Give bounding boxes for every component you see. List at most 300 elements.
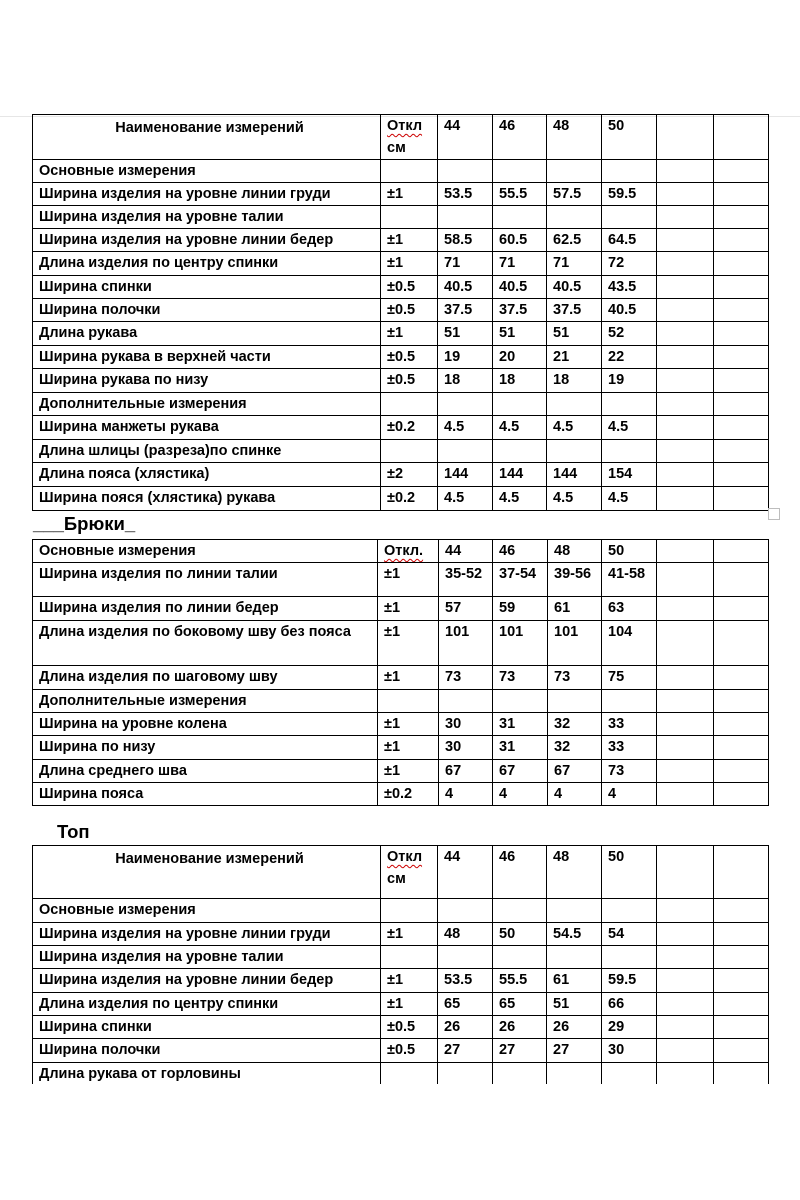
measurement-name-cell: Длина рукава от горловины <box>33 1063 381 1086</box>
empty-cell <box>714 969 769 993</box>
empty-cell <box>714 993 769 1016</box>
size-48-value <box>547 393 602 416</box>
measurement-name-cell: Ширина спинки <box>33 1016 381 1039</box>
unit-label: см <box>387 871 406 887</box>
measurement-name-cell: Ширина пояса <box>33 783 378 806</box>
size-48-value <box>547 1063 602 1086</box>
empty-cell <box>657 206 714 229</box>
measurement-name-cell: Ширина по низу <box>33 736 378 760</box>
size-50-value: 43.5 <box>602 276 657 299</box>
empty-cell <box>657 322 714 346</box>
measurement-name-cell: Ширина рукава по низу <box>33 369 381 393</box>
top-section-title: Топ <box>57 821 90 842</box>
size-50-value: 64.5 <box>602 229 657 252</box>
empty-cell <box>714 183 769 206</box>
empty-cell <box>714 621 769 666</box>
table-row <box>33 393 769 416</box>
empty-cell <box>714 540 769 563</box>
table-row <box>33 487 769 511</box>
measurement-name-cell: Ширина изделия на уровне линии груди <box>33 183 381 206</box>
size-50-header: 50 <box>602 846 657 899</box>
tolerance-cell: ±1 <box>381 322 438 346</box>
size-48-value: 61 <box>547 969 602 993</box>
size-46-value: 18 <box>493 369 547 393</box>
size-48-value: 51 <box>547 993 602 1016</box>
size-48-value: 21 <box>547 346 602 369</box>
table-row <box>33 899 769 923</box>
empty-cell <box>657 713 714 736</box>
size-50-value <box>602 690 657 713</box>
measurement-name-cell: Ширина изделия на уровне линии груди <box>33 923 381 946</box>
measurement-name-cell: Ширина изделия на уровне линии бедер <box>33 229 381 252</box>
tolerance-cell: ±1 <box>378 713 439 736</box>
empty-cell <box>714 252 769 276</box>
size-50-value: 30 <box>602 1039 657 1063</box>
size-44-value: 4.5 <box>438 487 493 511</box>
size-46-value <box>493 946 547 969</box>
size-44-value: 67 <box>439 760 493 783</box>
table-move-handle-icon <box>768 508 780 520</box>
measurement-name-cell: Длина изделия по центру спинки <box>33 993 381 1016</box>
empty-cell <box>714 440 769 463</box>
empty-cell <box>657 463 714 487</box>
tolerance-cell <box>378 690 439 713</box>
size-50-value: 4.5 <box>602 487 657 511</box>
empty-cell <box>714 846 769 899</box>
tolerance-cell: ±1 <box>378 666 439 690</box>
empty-cell <box>657 597 714 621</box>
size-44-value: 4 <box>439 783 493 806</box>
size-48-value: 73 <box>548 666 602 690</box>
size-44-value: 35-52 <box>439 563 493 597</box>
measurement-name-cell: Длина среднего шва <box>33 760 378 783</box>
tolerance-cell: ±0.2 <box>381 487 438 511</box>
empty-cell <box>714 276 769 299</box>
pants-section-title: ___Брюки_ <box>33 513 136 534</box>
table-row <box>33 229 769 252</box>
empty-cell <box>657 229 714 252</box>
size-46-value <box>493 1063 547 1086</box>
empty-cell <box>657 993 714 1016</box>
table-row <box>33 597 769 621</box>
size-46-value <box>493 899 547 923</box>
table-row <box>33 563 769 597</box>
empty-cell <box>714 690 769 713</box>
measurement-name-cell: Ширина спинки <box>33 276 381 299</box>
table-header-row <box>33 846 769 899</box>
empty-cell <box>657 487 714 511</box>
header-name-cell: Наименование измерений <box>33 115 381 160</box>
measurement-name-cell: Ширина на уровне колена <box>33 713 378 736</box>
size-44-value <box>438 946 493 969</box>
measurement-name-cell: Ширина полочки <box>33 299 381 322</box>
size-48-value <box>547 440 602 463</box>
size-50-value: 66 <box>602 993 657 1016</box>
size-46-value: 73 <box>493 666 548 690</box>
size-48-value <box>547 946 602 969</box>
tolerance-cell <box>381 393 438 416</box>
page-bottom-margin <box>0 1084 800 1200</box>
table-header-row <box>33 540 769 563</box>
size-46-value: 144 <box>493 463 547 487</box>
table-row <box>33 299 769 322</box>
size-48-value: 4.5 <box>547 487 602 511</box>
table-row <box>33 252 769 276</box>
measurement-name-cell: Длина изделия по центру спинки <box>33 252 381 276</box>
empty-cell <box>714 160 769 183</box>
tolerance-cell: ±1 <box>381 252 438 276</box>
empty-cell <box>657 946 714 969</box>
size-44-value <box>439 690 493 713</box>
size-48-value: 67 <box>548 760 602 783</box>
table-row <box>33 736 769 760</box>
size-44-value: 19 <box>438 346 493 369</box>
size-48-value: 54.5 <box>547 923 602 946</box>
empty-cell <box>657 563 714 597</box>
empty-cell <box>714 563 769 597</box>
size-44-value <box>438 393 493 416</box>
size-46-value: 55.5 <box>493 969 547 993</box>
size-44-header: 44 <box>439 540 493 563</box>
size-50-value: 40.5 <box>602 299 657 322</box>
empty-cell <box>714 229 769 252</box>
empty-cell <box>714 299 769 322</box>
empty-cell <box>714 1063 769 1086</box>
measurement-name-cell: Ширина полочки <box>33 1039 381 1063</box>
empty-cell <box>657 923 714 946</box>
table-row <box>33 1039 769 1063</box>
size-50-value <box>602 1063 657 1086</box>
empty-cell <box>657 369 714 393</box>
empty-cell <box>714 923 769 946</box>
tolerance-label: Откл <box>387 849 423 865</box>
size-44-value: 4.5 <box>438 416 493 440</box>
size-46-value: 51 <box>493 322 547 346</box>
empty-cell <box>714 463 769 487</box>
measurement-name-cell: Длина рукава <box>33 322 381 346</box>
empty-cell <box>657 690 714 713</box>
size-44-value <box>438 1063 493 1086</box>
size-46-value: 71 <box>493 252 547 276</box>
empty-cell <box>657 346 714 369</box>
tolerance-cell: ±1 <box>381 229 438 252</box>
size-48-value: 4.5 <box>547 416 602 440</box>
measurement-name-cell: Ширина рукава в верхней части <box>33 346 381 369</box>
size-44-value <box>438 160 493 183</box>
measurement-name-cell: Основные измерения <box>33 899 381 923</box>
tolerance-cell <box>381 440 438 463</box>
header-name-cell: Наименование измерений <box>33 846 381 899</box>
size-48-value: 101 <box>548 621 602 666</box>
measurement-name-cell: Длина пояса (хлястика) <box>33 463 381 487</box>
table-row <box>33 760 769 783</box>
table-row <box>33 946 769 969</box>
size-50-value: 73 <box>602 760 657 783</box>
table-row <box>33 322 769 346</box>
header-tolerance-cell <box>381 115 438 160</box>
measurement-name-cell: Ширина изделия на уровне линии бедер <box>33 969 381 993</box>
size-50-value: 104 <box>602 621 657 666</box>
size-46-value: 37.5 <box>493 299 547 322</box>
tolerance-cell <box>381 1063 438 1086</box>
size-50-value <box>602 393 657 416</box>
size-44-header: 44 <box>438 846 493 899</box>
empty-cell <box>657 276 714 299</box>
empty-cell <box>714 783 769 806</box>
size-46-value: 26 <box>493 1016 547 1039</box>
size-46-value: 40.5 <box>493 276 547 299</box>
size-50-value: 33 <box>602 736 657 760</box>
size-44-value: 53.5 <box>438 183 493 206</box>
table-row <box>33 621 769 666</box>
size-44-value: 48 <box>438 923 493 946</box>
measurement-name-cell: Дополнительные измерения <box>33 690 378 713</box>
empty-cell <box>657 969 714 993</box>
table-row <box>33 783 769 806</box>
size-50-value: 72 <box>602 252 657 276</box>
measurement-name-cell: Длина изделия по шаговому шву <box>33 666 378 690</box>
size-44-value: 53.5 <box>438 969 493 993</box>
empty-cell <box>657 1063 714 1086</box>
size-46-header: 46 <box>493 115 547 160</box>
measurement-name-cell: Ширина изделия на уровне талии <box>33 206 381 229</box>
size-44-value <box>438 899 493 923</box>
empty-cell <box>714 1016 769 1039</box>
size-48-value: 4 <box>548 783 602 806</box>
empty-cell <box>714 666 769 690</box>
empty-cell <box>657 252 714 276</box>
size-46-value <box>493 160 547 183</box>
tolerance-cell: ±1 <box>381 993 438 1016</box>
size-48-value: 57.5 <box>547 183 602 206</box>
table-row <box>33 1016 769 1039</box>
measurement-name-cell: Ширина изделия по линии талии <box>33 563 378 597</box>
tolerance-cell: ±0.5 <box>381 1039 438 1063</box>
size-48-value <box>548 690 602 713</box>
empty-cell <box>657 621 714 666</box>
measurement-name-cell: Ширина пояся (хлястика) рукава <box>33 487 381 511</box>
size-50-header: 50 <box>602 115 657 160</box>
size-46-value: 60.5 <box>493 229 547 252</box>
unit-label: см <box>387 140 406 156</box>
size-44-value <box>438 206 493 229</box>
size-46-value: 67 <box>493 760 548 783</box>
size-46-value: 31 <box>493 736 548 760</box>
empty-cell <box>714 369 769 393</box>
size-44-value: 57 <box>439 597 493 621</box>
size-46-value <box>493 393 547 416</box>
empty-cell <box>657 160 714 183</box>
size-48-value: 37.5 <box>547 299 602 322</box>
size-44-value: 101 <box>439 621 493 666</box>
size-48-value: 144 <box>547 463 602 487</box>
size-46-value: 101 <box>493 621 548 666</box>
measurement-name-cell: Длина шлицы (разреза)по спинке <box>33 440 381 463</box>
tolerance-cell: ±0.5 <box>381 369 438 393</box>
size-48-value <box>547 206 602 229</box>
table-row <box>33 969 769 993</box>
size-48-value: 71 <box>547 252 602 276</box>
size-50-value <box>602 440 657 463</box>
table-row <box>33 463 769 487</box>
tolerance-cell: ±1 <box>378 563 439 597</box>
tolerance-cell <box>381 946 438 969</box>
table-row <box>33 690 769 713</box>
size-46-value: 37-54 <box>493 563 548 597</box>
table-row <box>33 416 769 440</box>
table-row <box>33 206 769 229</box>
measurement-name-cell: Основные измерения <box>33 160 381 183</box>
empty-cell <box>657 1016 714 1039</box>
size-48-value <box>547 899 602 923</box>
size-50-value: 59.5 <box>602 969 657 993</box>
empty-cell <box>657 416 714 440</box>
size-44-value <box>438 440 493 463</box>
empty-cell <box>657 440 714 463</box>
empty-cell <box>657 1039 714 1063</box>
size-50-header: 50 <box>602 540 657 563</box>
size-48-value: 32 <box>548 713 602 736</box>
table-row <box>33 346 769 369</box>
tolerance-cell: ±2 <box>381 463 438 487</box>
tolerance-cell: ±1 <box>378 760 439 783</box>
header-tolerance-cell <box>381 846 438 899</box>
size-50-value: 75 <box>602 666 657 690</box>
size-50-value: 41-58 <box>602 563 657 597</box>
empty-cell <box>657 736 714 760</box>
empty-cell <box>657 846 714 899</box>
size-48-header: 48 <box>547 115 602 160</box>
measurement-name-cell: Ширина манжеты рукава <box>33 416 381 440</box>
tolerance-cell: ±0.5 <box>381 276 438 299</box>
table-row <box>33 713 769 736</box>
tolerance-cell: ±1 <box>381 923 438 946</box>
empty-cell <box>714 899 769 923</box>
tolerance-cell <box>381 206 438 229</box>
tolerance-cell: ±0.5 <box>381 299 438 322</box>
size-44-value: 18 <box>438 369 493 393</box>
size-48-value: 32 <box>548 736 602 760</box>
tolerance-cell: ±1 <box>381 969 438 993</box>
size-50-value: 19 <box>602 369 657 393</box>
size-50-value: 4 <box>602 783 657 806</box>
empty-cell <box>657 899 714 923</box>
empty-cell <box>657 783 714 806</box>
size-50-value <box>602 160 657 183</box>
empty-cell <box>714 946 769 969</box>
size-48-value: 40.5 <box>547 276 602 299</box>
size-46-header: 46 <box>493 846 547 899</box>
table-row <box>33 666 769 690</box>
size-46-value: 50 <box>493 923 547 946</box>
size-48-value: 51 <box>547 322 602 346</box>
header-name-cell: Основные измерения <box>33 540 378 563</box>
tolerance-cell: ±0.5 <box>381 346 438 369</box>
empty-cell <box>657 760 714 783</box>
size-50-value: 54 <box>602 923 657 946</box>
table-row <box>33 160 769 183</box>
size-50-value: 4.5 <box>602 416 657 440</box>
size-46-value: 4 <box>493 783 548 806</box>
table-row <box>33 440 769 463</box>
empty-cell <box>714 713 769 736</box>
tolerance-cell: ±0.5 <box>381 1016 438 1039</box>
size-46-value <box>493 440 547 463</box>
size-44-value: 40.5 <box>438 276 493 299</box>
size-46-value: 20 <box>493 346 547 369</box>
size-48-value: 61 <box>548 597 602 621</box>
header-tolerance-cell <box>378 540 439 563</box>
size-48-value <box>547 160 602 183</box>
size-44-value: 73 <box>439 666 493 690</box>
table-row <box>33 276 769 299</box>
size-48-value: 18 <box>547 369 602 393</box>
size-46-value: 4.5 <box>493 416 547 440</box>
size-48-value: 27 <box>547 1039 602 1063</box>
empty-cell <box>714 416 769 440</box>
size-48-header: 48 <box>547 846 602 899</box>
size-44-header: 44 <box>438 115 493 160</box>
empty-cell <box>657 393 714 416</box>
tolerance-cell <box>381 160 438 183</box>
tolerance-cell: ±1 <box>378 621 439 666</box>
pants-measurements-table <box>32 539 769 806</box>
size-44-value: 58.5 <box>438 229 493 252</box>
size-46-value: 55.5 <box>493 183 547 206</box>
empty-cell <box>714 1039 769 1063</box>
empty-cell <box>714 487 769 511</box>
size-44-value: 30 <box>439 736 493 760</box>
size-48-value: 39-56 <box>548 563 602 597</box>
tolerance-cell: ±1 <box>378 736 439 760</box>
measurement-name-cell: Ширина изделия на уровне талии <box>33 946 381 969</box>
table-row <box>33 993 769 1016</box>
tolerance-cell: ±0.2 <box>378 783 439 806</box>
size-50-value: 33 <box>602 713 657 736</box>
size-50-value: 29 <box>602 1016 657 1039</box>
tolerance-cell: ±1 <box>381 183 438 206</box>
size-50-value <box>602 206 657 229</box>
size-48-value: 62.5 <box>547 229 602 252</box>
tolerance-label: Откл <box>387 118 423 134</box>
empty-cell <box>714 393 769 416</box>
size-46-value: 65 <box>493 993 547 1016</box>
size-48-header: 48 <box>548 540 602 563</box>
measurement-name-cell: Дополнительные измерения <box>33 393 381 416</box>
empty-cell <box>657 115 714 160</box>
measurement-name-cell: Длина изделия по боковому шву без пояса <box>33 621 378 666</box>
table-row <box>33 369 769 393</box>
size-44-value: 30 <box>439 713 493 736</box>
jacket-measurements-table <box>32 114 769 511</box>
tolerance-label: Откл. <box>384 543 424 559</box>
empty-cell <box>657 299 714 322</box>
table-row <box>33 923 769 946</box>
size-50-value: 63 <box>602 597 657 621</box>
size-44-value: 26 <box>438 1016 493 1039</box>
table-header-row <box>33 115 769 160</box>
empty-cell <box>714 206 769 229</box>
empty-cell <box>657 540 714 563</box>
size-50-value <box>602 899 657 923</box>
size-44-value: 71 <box>438 252 493 276</box>
size-44-value: 51 <box>438 322 493 346</box>
measurement-name-cell: Ширина изделия по линии бедер <box>33 597 378 621</box>
size-46-header: 46 <box>493 540 548 563</box>
size-50-value: 59.5 <box>602 183 657 206</box>
size-46-value <box>493 206 547 229</box>
size-46-value <box>493 690 548 713</box>
